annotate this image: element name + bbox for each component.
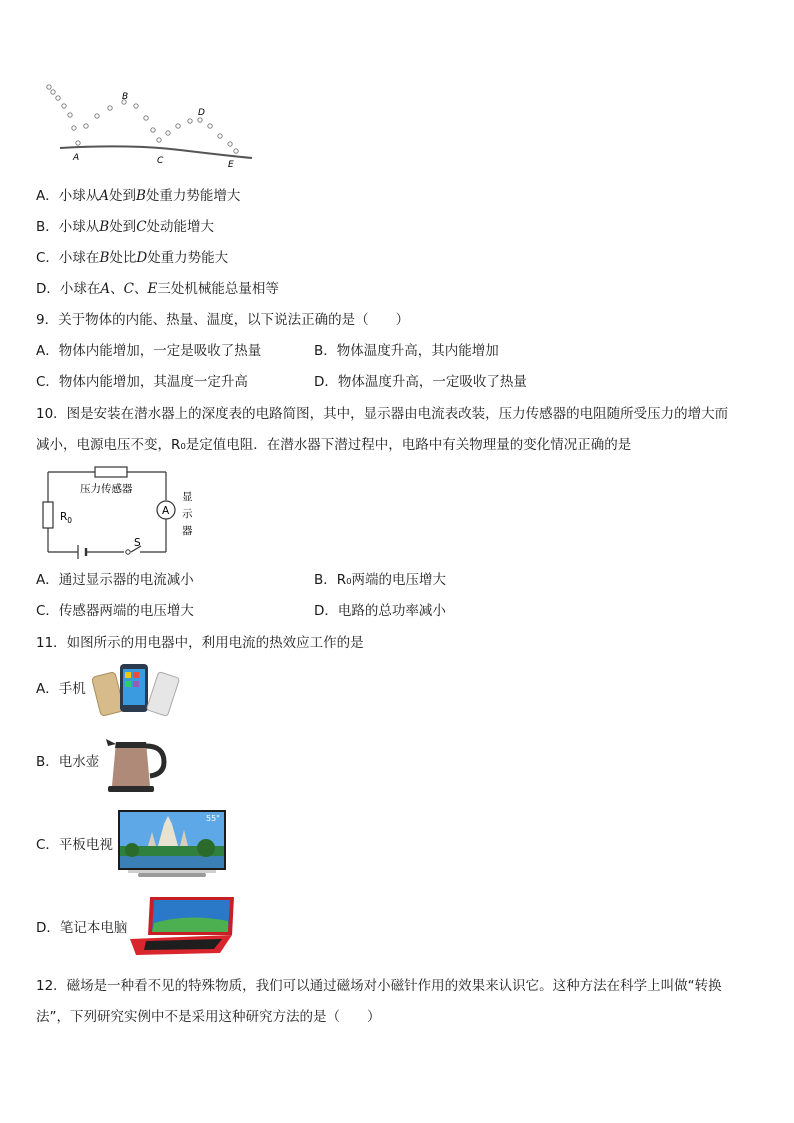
q9-option-c: C．物体内能增加，其温度一定升高 <box>36 374 248 390</box>
sensor-label: 压力传感器 <box>80 483 133 495</box>
text: D．小球在 <box>36 281 101 297</box>
display-char-3: 器 <box>182 525 193 537</box>
text: 、 <box>134 281 148 297</box>
q11-option-c: C．平板电视 <box>36 837 113 853</box>
q9-option-a: A．物体内能增加，一定是吸收了热量 <box>36 343 262 359</box>
q10-option-a: A．通过显示器的电流减小 <box>36 572 194 588</box>
q8-option-d <box>36 279 279 299</box>
tv-size-badge: 55" <box>206 814 220 823</box>
q10-stem-line1: 10．图是安装在潜水器上的深度表的电路简图，其中，显示器由电流表改装，压力传感器的电阻随所受压力的增大而 <box>36 406 729 422</box>
q8-trajectory-figure <box>40 80 260 170</box>
switch-label: S <box>134 537 141 549</box>
q11-option-d: D．笔记本电脑 <box>36 920 128 936</box>
q11-option-a: A．手机 <box>36 681 86 697</box>
point: B <box>136 188 146 204</box>
text: 三处机械能总量相等 <box>157 281 279 297</box>
label-E: E <box>228 160 234 170</box>
label-D: D <box>198 108 205 118</box>
q10-circuit-diagram <box>40 462 210 562</box>
text: 、 <box>110 281 124 297</box>
q10-stem-line2: 减小，电源电压不变，R₀是定值电阻．在潜水器下潜过程中，电路中有关物理量的变化情况正确的是 <box>36 437 632 453</box>
q12-stem-line1: 12．磁场是一种看不见的特殊物质，我们可以通过磁场对小磁针作用的效果来认识它。这种方法在科学上叫做“转换 <box>36 978 722 994</box>
text: 处到 <box>109 188 136 204</box>
text: 处重力势能增大 <box>145 188 241 204</box>
display-char-2: 示 <box>182 508 193 520</box>
flat-tv-image <box>118 810 226 878</box>
q11-option-b: B．电水壶 <box>36 754 100 770</box>
q8-option-c <box>36 248 228 268</box>
q9-option-b: B．物体温度升高，其内能增加 <box>314 343 499 359</box>
ammeter-symbol: A <box>162 505 170 517</box>
text: 处动能增大 <box>146 219 215 235</box>
point: C <box>136 219 147 235</box>
text: B．小球从 <box>36 219 100 235</box>
q10-option-c: C．传感器两端的电压增大 <box>36 603 194 619</box>
r0-label <box>60 511 72 525</box>
point: A <box>100 281 111 297</box>
text: 处重力势能大 <box>147 250 229 266</box>
r0-resistor <box>43 502 53 528</box>
label-C: C <box>157 156 164 166</box>
label-A: A <box>73 153 80 163</box>
q8-option-b <box>36 217 214 237</box>
point: C <box>123 281 134 297</box>
point: D <box>136 250 148 266</box>
q9-stem: 9．关于物体的内能、热量、温度，以下说法正确的是（ ） <box>36 312 410 328</box>
kettle-image <box>104 730 170 796</box>
subscript: 0 <box>67 516 73 525</box>
point: A <box>99 188 109 204</box>
phones-image <box>92 660 184 718</box>
q11-stem: 11．如图所示的用电器中，利用电流的热效应工作的是 <box>36 635 364 651</box>
text: 处到 <box>109 219 137 235</box>
text: C．小球在 <box>36 250 100 266</box>
q10-option-b: B．R₀两端的电压增大 <box>314 572 447 588</box>
pressure-sensor-resistor <box>95 467 127 477</box>
display-char-1: 显 <box>182 491 193 503</box>
q10-option-d: D．电路的总功率减小 <box>314 603 446 619</box>
q12-stem-line2: 法”，下列研究实例中不是采用这种研究方法的是（ ） <box>36 1009 381 1025</box>
label-B: B <box>122 92 129 102</box>
point: E <box>147 281 158 297</box>
laptop-image <box>128 895 238 957</box>
point: B <box>99 250 110 266</box>
text: A．小球从 <box>36 188 100 204</box>
q8-option-a <box>36 186 240 206</box>
q9-option-d: D．物体温度升高，一定吸收了热量 <box>314 374 527 390</box>
text: 处比 <box>109 250 137 266</box>
point: B <box>99 219 110 235</box>
r: R <box>60 511 68 523</box>
